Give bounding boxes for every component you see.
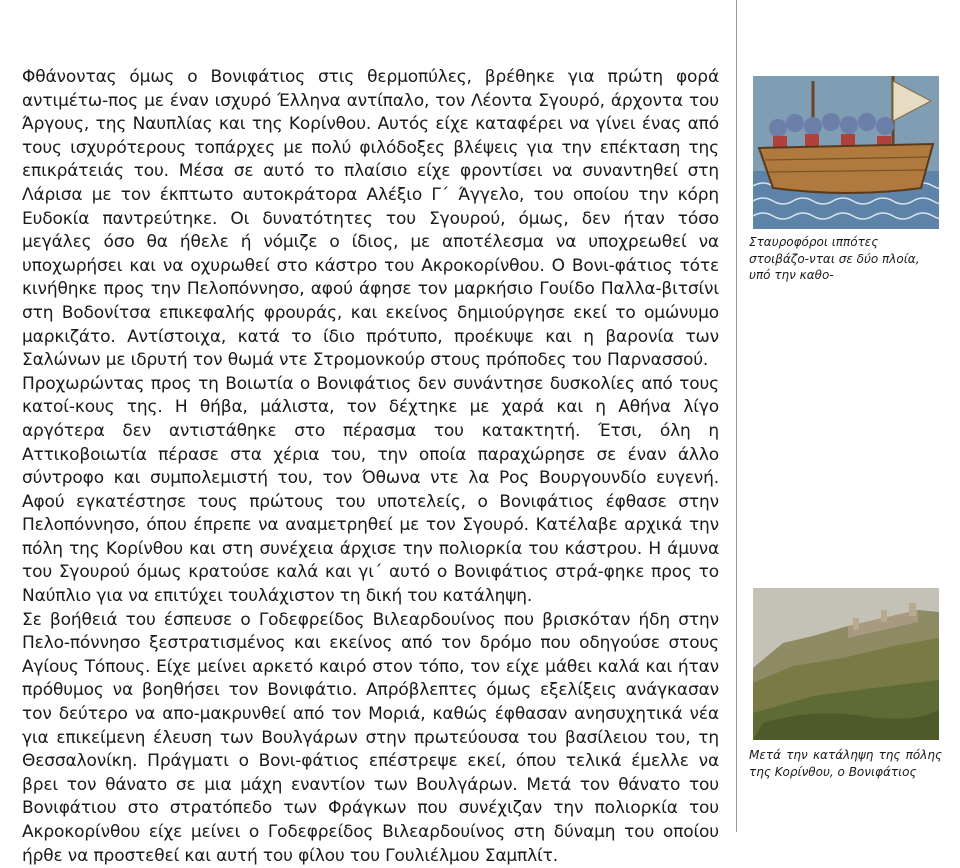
acrocorinth-castle-photo	[753, 588, 939, 740]
paragraph-2: Προχωρώντας προς τη Βοιωτία ο Βονιφάτιος δεν συνάντησε δυσκολίες από τους κατοί-κους της. Η θήβα, μάλιστα, τον δέχτηκε με χαρά και η Αθήνα λίγο αργότερα δεν αντιστάθηκε στο πέρασμα του κατακτητή. Έτσι, όλη η Αττικοβοιωτία πέρασε στα χέρια του, την οποία παραχώρησε σε έναν άλλο σύντροφο και συμπολεμιστή του, τον Όθωνα ντε λα Ρος Βουργουνδίο ευγενή. Αφού εγκατέστησε τους πρώτους του υποτελείς, ο Βονιφάτιος έφθασε στην Πελοπόννησο, όπου έπρεπε να αναμετρηθεί με τον Σγουρό. Κατέλαβε αρχικά την πόλη της Κορίνθου και στη συνέχεια άρχισε την πολιορκία του κάστρου. Η άμυνα του Σγουρού όμως κρατούσε καλά και γι΄ αυτό ο Βονιφάτιος στρά-φηκε προς το Ναύπλιο για να επιτύχει τουλάχιστον τη δική του κατάληψη.	[22, 373, 719, 607]
column-divider	[736, 0, 737, 832]
article-body	[22, 66, 719, 868]
caption-crusader-ships: Σταυροφόροι ιππότες στοιβάζο-νται σε δύο πλοία, υπό την καθο-	[749, 235, 920, 282]
crusader-ships-illustration	[753, 76, 939, 229]
paragraph-3: Σε βοήθειά του έσπευσε ο Γοδεφρείδος Βιλεαρδουίνος που βρισκόταν ήδη στην Πελο-πόννησο ξεστρατισμένος και εκείνος από τον δρόμο που οδηγούσε στους Αγίους Τόπους. Είχε μείνει αρκετό καιρό στον τόπο, τον είχε μάθει καλά και ήταν πρόθυμος να βοηθήσει τον Βονιφάτιο. Απρόβλεπτες όμως εξελίξεις ανάγκασαν τον δεύτερο να απο-μακρυνθεί από τον Μοριά, καθώς έφθασαν ανησυχητικά νέα για επικείμενη έλευση των Βουλγάρων στην πρωτεύουσα του βασίλειου του, τη Θεσσαλονίκη. Πράγματι ο Βονι-φάτιος επέστρεψε εκεί, όπου τελικά έμελλε να βρει τον θάνατο σε μια μάχη εναντίον των Βουλγάρων. Μετά τον θάνατο του Βονιφάτιου στο στρατόπεδο των Φράγκων που συνέχιζαν την πολιορκία του Ακροκορίνθου είχε μείνει ο Γοδεφρείδος Βιλεαρδουίνος στη δύναμη του οποίου ήρθε να προστεθεί και αυτή του φίλου του Γουλιέλμου Σαμπλίτ.	[22, 609, 719, 866]
paragraph-1: Φθάνοντας όμως ο Βονιφάτιος στις θερμοπύλες, βρέθηκε για πρώτη φορά αντιμέτω-πος με έναν ισχυρό Έλληνα αντίπαλο, τον Λέοντα Σγουρό, άρχοντα του Άργους, της Ναυπλίας και της Κορίνθου. Αυτός είχε καταφέρει να γίνει ένας από τους ισχυρότερους τοπάρχες με πολύ φιλόδοξες βλέψεις για την επέκταση της επικράτειάς του. Μέσα σε αυτό το πλαίσιο είχε φροντίσει να συναντηθεί στη Λάρισα με τον έκπτωτο αυτοκράτορα Αλέξιο Γ΄ Άγγελο, του οποίου την κόρη Ευδοκία παντρεύτηκε. Οι δυνατότητες του Σγουρού, όμως, δεν ήταν τόσο μεγάλες όσο θα ήθελε ή νόμιζε ο ίδιος, με αποτέλεσμα να υποχρεωθεί να υποχωρήσει και να οχυρωθεί στο κάστρο του Ακροκορίνθου. Ο Βονι-φάτιος τότε κινήθηκε προς την Πελοπόννησο, αφού άφησε τον μαρκήσιο Γουίδο Παλλα-βιτσίνι στη Βοδονίτσα επικεφαλής φρουράς, και εκείνος δημιούργησε εκεί το ομώνυμο μαρκιζάτο. Αντίστοιχα, κατά το ίδιο πρότυπο, προέκυψε και η βαρονία των Σαλώνων με ιδρυτή τον θωμά ντε Στρομονκούρ στους πρόποδες του Παρνασσού.	[22, 67, 719, 371]
caption-corinth-capture: Μετά την κατάληψη της πόλης της Κορίνθου, ο Βονιφάτιος	[749, 748, 942, 779]
